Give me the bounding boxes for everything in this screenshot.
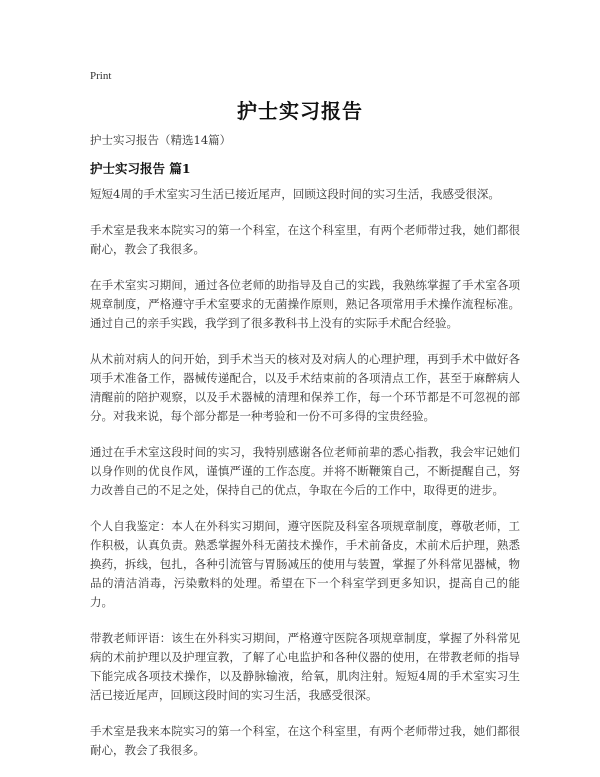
paragraph-1: 短短4周的手术室实习生活已接近尾声，回顾这段时间的实习生活，我感受很深。	[90, 187, 500, 201]
paragraph-4: 从术前对病人的问开始，到手术当天的核对及对病人的心理护理，再到手术中做好各项手术准备工作，器械传递配合，以及手术结束前的各项清点工作，甚至于麻醉病人清醒前的陪护观察，以及手术器械的清理和保养工作，每一个环节都是不可忽视的部分。对我来说，每个部分都是一种考验和一份不可多得的宝贵经验。	[90, 352, 520, 423]
document-body	[90, 185, 520, 777]
print-label: Print	[90, 70, 112, 82]
paragraph-3: 在手术室实习期间，通过各位老师的助指导及自己的实践，我熟练掌握了手术室各项规章制度，严格遵守手术室要求的无菌操作原则，熟记各项常用手术操作流程标准。通过自己的亲手实践，我学到了很多教科书上没有的实际手术配合经验。	[90, 278, 520, 330]
section-heading: 护士实习报告 篇1	[90, 161, 191, 176]
paragraph-2: 手术室是我来本院实习的第一个科室，在这个科室里，有两个老师带过我，她们都很耐心，教会了我很多。	[90, 223, 520, 256]
document-subtitle: 护士实习报告（精选14篇）	[90, 133, 232, 147]
paragraph-6: 个人自我鉴定：本人在外科实习期间，遵守医院及科室各项规章制度，尊敬老师，工作积极，认真负责。熟悉掌握外科无菌技术操作，手术前备皮，术前术后护理，熟悉换药，拆线，包扎，各种引流管与胃肠减压的使用与装置，掌握了外科常见器械，物品的清洁消毒，污染敷料的处理。希望在下一个科室学到更多知识，提高自己的能力。	[90, 519, 520, 609]
document-title: 护士实习报告	[237, 99, 363, 123]
paragraph-5: 通过在手术室这段时间的实习，我特别感谢各位老师前辈的悉心指教，我会牢记她们以身作则的优良作风，谨慎严谨的工作态度。并将不断鞭策自己，不断提醒自己，努力改善自己的不足之处，保持自己的优点，争取在今后的工作中，取得更的进步。	[90, 445, 520, 497]
paragraph-8: 手术室是我来本院实习的第一个科室，在这个科室里，有两个老师带过我，她们都很耐心，教会了我很多。	[90, 724, 520, 757]
paragraph-7: 带教老师评语：该生在外科实习期间，严格遵守医院各项规章制度，掌握了外科常见病的术前护理以及护理宣教，了解了心电监护和各种仪器的使用，在带教老师的指导下能完成各项技术操作，以及静脉输液，给氧，肌肉注射。短短4周的手术室实习生活已接近尾声，回顾这段时间的实习生活，我感受很深。	[90, 631, 520, 702]
